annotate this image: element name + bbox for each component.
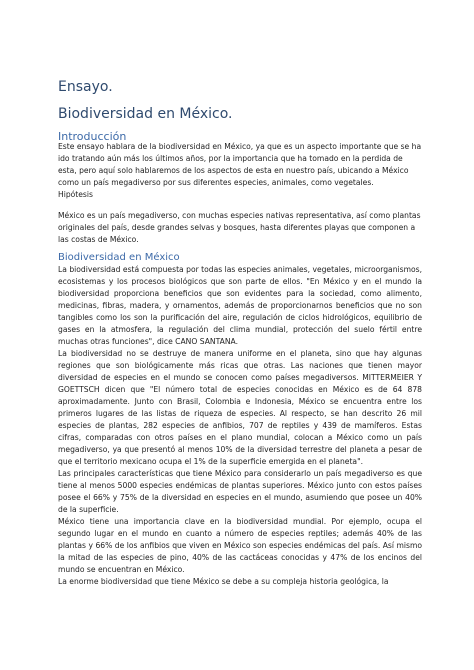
body-section	[58, 264, 422, 588]
intro-section	[58, 141, 422, 201]
page-title: Biodiversidad en México.	[58, 106, 233, 122]
section-heading: Biodiversidad en México	[58, 252, 180, 263]
body-paragraph-5: La enorme biodiversidad que tiene México se debe a su compleja historia geológica, la	[58, 577, 389, 586]
essay-label: Ensayo.	[58, 79, 113, 95]
body-paragraph-4: México tiene una importancia clave en la biodiversidad mundial. Por ejemplo, ocupa el segundo lugar en el mundo en cuanto a número de especies reptiles; además 40% de las plantas y 66% de los anfibios que viven en México son especies endémicas del país. Así mismo la mitad de las especies de pino, 40% de las cactáceas conocidas y 47% de los encinos del mundo se encuentran en México.	[58, 517, 422, 574]
body-paragraph-2: La biodiversidad no se destruye de manera uniforme en el planeta, sino que hay algunas regiones que son biológicamente más ricas que otras. Las naciones que tienen mayor diversidad de especies en el mundo se conocen como países megadiversos. MITTERMEIER Y GOETTSCH dicen que "El número total de especies conocidas en México es de 64 878 aproximadamente. Junto con Brasil, Colombia e Indonesia, México se encuentra entre los primeros lugares de las listas de riqueza de especies. Al respecto, se han descrito 26 mil especies de plantas, 282 especies de anfibios, 707 de reptiles y 439 de mamíferos. Estas cifras, comparadas con otros países en el plano mundial, colocan a México como un país megadiverso, ya que presentó al menos 10% de la diversidad terrestre del planeta a pesar de que el territorio mexicano ocupa el 1% de la superficie emergida en el planeta".	[58, 349, 422, 466]
body-paragraph-1: La biodiversidad está compuesta por todas las especies animales, vegetales, microorganismos, ecosistemas y los procesos biológicos que son parte de ellos. "En México y en el mundo la biodiversidad proporciona beneficios que son evidentes para la sociedad, como alimento, medicinas, fibras, madera, y ornamentos, además de proporcionarnos beneficios que no son tangibles como los son la purificación del aire, regulación de ciclos hidrológicos, equilibrio de gases en la atmosfera, la regulación del clima mundial, protección del suelo fértil entre muchas otras funciones", dice CANO SANTANA.	[58, 265, 422, 346]
intro-paragraph: Este ensayo hablara de la biodiversidad en México, ya que es un aspecto importante que se ha ido tratando aún más los últimos años, por la importancia que ha tomado en la perdida de esta, pero aquí solo hablaremos de los aspectos de esta en nuestro país, ubicando a México como un país megadiverso por sus diferentes especies, animales, como vegetales.	[58, 142, 422, 187]
intro-heading: Introducción	[58, 130, 127, 143]
hypothesis-section	[58, 210, 422, 246]
hypothesis-label: Hipótesis	[58, 190, 93, 199]
body-paragraph-3: Las principales características que tiene México para considerarlo un país megadiverso es que tiene al menos 5000 especies endémicas de plantas superiores. México junto con estos países posee el 66% y 75% de la diversidad en especies en el mundo, asumiendo que posee un 40% de la superficie.	[58, 469, 422, 514]
hypothesis-paragraph: México es un país megadiverso, con muchas especies nativas representativa, así como plantas originales del país, desde grandes selvas y bosques, hasta diferentes playas que componen a las costas de México.	[58, 211, 421, 244]
